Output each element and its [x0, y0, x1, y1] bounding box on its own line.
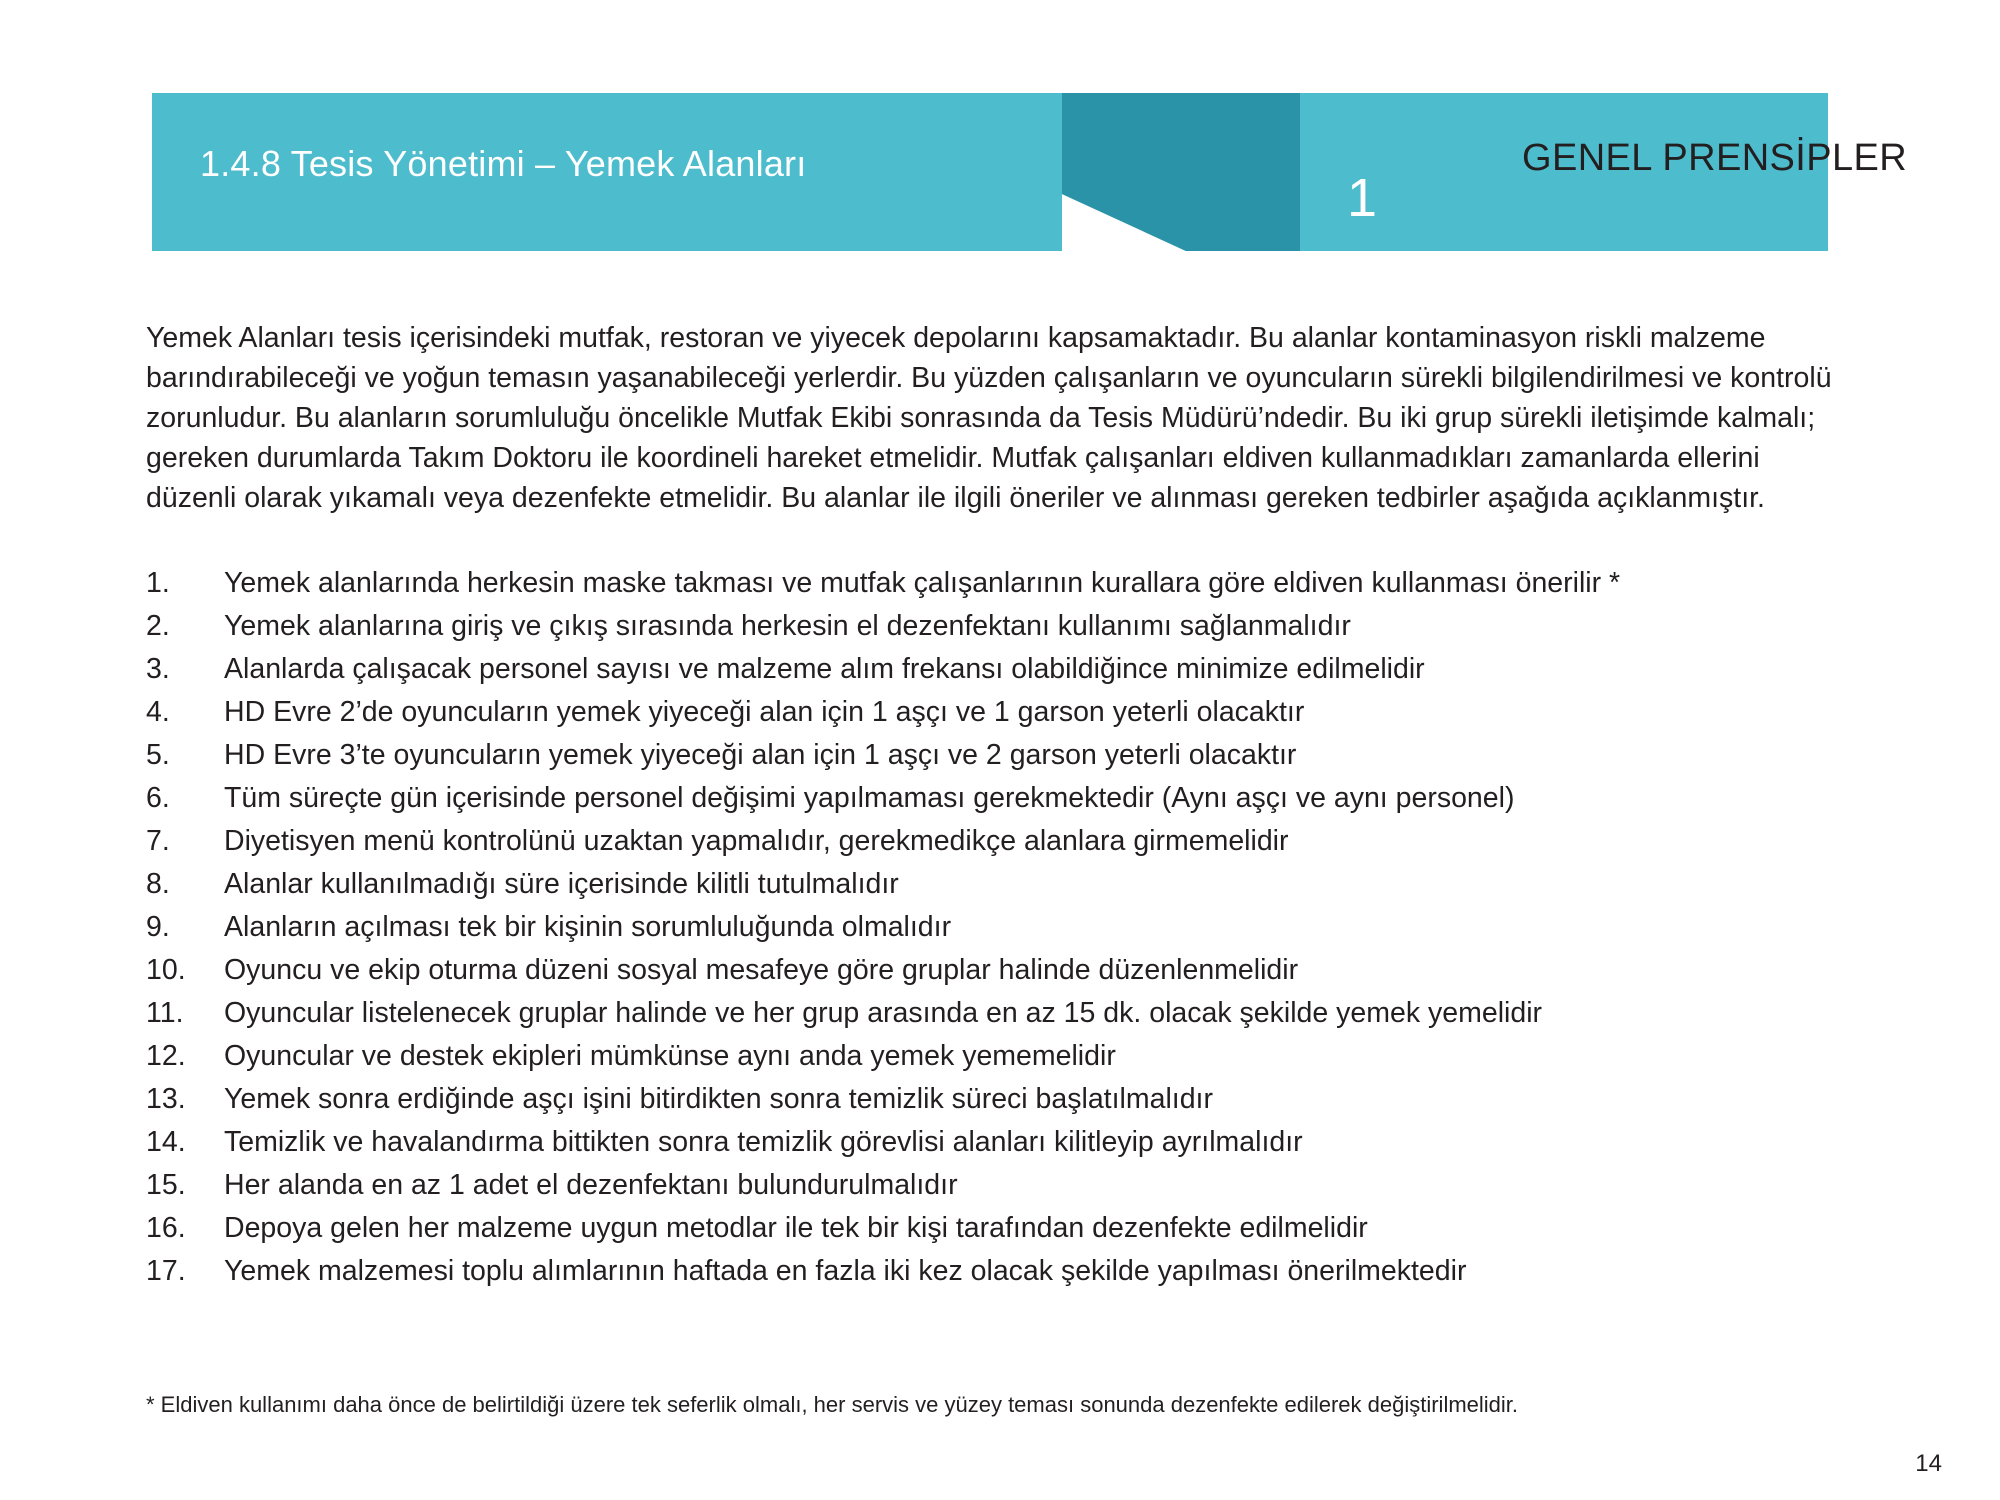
list-item-number: 16. — [146, 1211, 186, 1244]
list-item — [146, 649, 1856, 689]
list-item-text: HD Evre 2’de oyuncuların yemek yiyeceği alan için 1 aşçı ve 1 garson yeterli olacaktır — [224, 696, 1305, 729]
page-content — [146, 318, 1856, 1294]
list-item-number: 7. — [146, 824, 170, 857]
list-item-text: Alanlarda çalışacak personel sayısı ve malzeme alım frekansı olabildiğince minimize edilmelidir — [224, 653, 1425, 686]
list-item-number: 14. — [146, 1125, 186, 1158]
list-item-text: Oyuncular ve destek ekipleri mümkünse aynı anda yemek yememelidir — [224, 1039, 1116, 1072]
recommendations-list — [146, 563, 1856, 1291]
list-item-text: Tüm süreçte gün içerisinde personel değişimi yapılmaması gerekmektedir (Aynı aşçı ve aynı personel) — [224, 782, 1515, 814]
list-item-text: Oyuncular listelenecek gruplar halinde ve her grup arasında en az 15 dk. olacak şekilde yemek yemelidir — [224, 996, 1543, 1029]
list-item-text: Oyuncu ve ekip oturma düzeni sosyal mesafeye göre gruplar halinde düzenlenmelidir — [224, 953, 1299, 986]
list-item-number: 13. — [146, 1082, 186, 1115]
page-number: 14 — [1915, 1450, 1942, 1477]
list-item-text: Yemek alanlarında herkesin maske takması ve mutfak çalışanlarının kurallara göre eldiven kullanması önerilir * — [224, 567, 1621, 600]
list-item-text: Her alanda en az 1 adet el dezenfektanı bulundurulmalıdır — [224, 1168, 958, 1201]
list-item-text: Diyetisyen menü kontrolünü uzaktan yapmalıdır, gerekmedikçe alanlara girmemelidir — [224, 824, 1289, 857]
list-item-number: 15. — [146, 1168, 186, 1201]
list-item-number: 1. — [146, 567, 170, 600]
list-item — [146, 1036, 1856, 1076]
header-notch-shape — [1062, 93, 1300, 251]
list-item-text: Alanlar kullanılmadığı süre içerisinde kilitli tutulmalıdır — [224, 867, 899, 900]
page-header — [152, 93, 1908, 251]
list-item-text: HD Evre 3’te oyuncuların yemek yiyeceği alan için 1 aşçı ve 2 garson yeterli olacaktır — [224, 739, 1297, 772]
list-item-text: Yemek malzemesi toplu alımlarının haftada en fazla iki kez olacak şekilde yapılması önerilmektedir — [224, 1254, 1467, 1287]
list-item-text: Depoya gelen her malzeme uygun metodlar ile tek bir kişi tarafından dezenfekte edilmelidir — [224, 1211, 1368, 1244]
list-item — [146, 1079, 1856, 1119]
list-item — [146, 692, 1856, 732]
list-item — [146, 1122, 1856, 1162]
list-item-text: Temizlik ve havalandırma bittikten sonra temizlik görevlisi alanları kilitleyip ayrılmalıdır — [224, 1125, 1303, 1158]
list-item-number: 9. — [146, 910, 170, 943]
list-item-number: 3. — [146, 653, 170, 686]
list-item — [146, 993, 1856, 1033]
header-title-band — [152, 93, 1062, 251]
list-item — [146, 950, 1856, 990]
list-item-number: 5. — [146, 739, 170, 772]
list-item — [146, 563, 1856, 603]
list-item-text: Yemek sonra erdiğinde aşçı işini bitirdikten sonra temizlik süreci başlatılmalıdır — [224, 1082, 1213, 1115]
section-title: GENEL PRENSİPLER — [1522, 137, 1908, 179]
list-item — [146, 821, 1856, 861]
list-item-number: 4. — [146, 696, 170, 729]
list-item — [146, 778, 1856, 818]
list-item-number: 6. — [146, 782, 170, 814]
list-item — [146, 1251, 1856, 1291]
list-item — [146, 864, 1856, 904]
list-item — [146, 735, 1856, 775]
list-item-text: Yemek alanlarına giriş ve çıkış sırasında herkesin el dezenfektanı kullanımı sağlanmalıdır — [224, 610, 1351, 643]
list-item-number: 2. — [146, 610, 170, 643]
footnote: * Eldiven kullanımı daha önce de belirtildiği üzere tek seferlik olmalı, her servis ve yüzey teması sonunda dezenfekte edilerek değiştirilmelidir. — [146, 1392, 1519, 1417]
list-item-number: 17. — [146, 1254, 186, 1287]
list-item-text: Alanların açılması tek bir kişinin sorumluluğunda olmalıdır — [224, 910, 952, 943]
list-item — [146, 1208, 1856, 1248]
chapter-number: 1 — [1346, 168, 1378, 228]
list-item — [146, 606, 1856, 646]
list-item-number: 8. — [146, 867, 170, 900]
list-item — [146, 1165, 1856, 1205]
list-item-number: 11. — [146, 996, 184, 1029]
list-item — [146, 907, 1856, 947]
list-item-number: 12. — [146, 1039, 186, 1072]
page-title: 1.4.8 Tesis Yönetimi – Yemek Alanları — [200, 143, 807, 184]
list-item-number: 10. — [146, 953, 186, 986]
intro-paragraph: Yemek Alanları tesis içerisindeki mutfak, restoran ve yiyecek depolarını kapsamaktadır. Bu alanlar kontaminasyon riskli malzeme barındırabileceği ve yoğun temasın yaşanabileceği yerlerdir. Bu yüzden çalışanların ve oyuncuların sürekli bilgilendirilmesi ve kontrolü zorunludur. Bu alanların sorumluluğu öncelikle Mutfak Ekibi sonrasında da Tesis Müdürü’ndedir. Bu iki grup sürekli iletişimde kalmalı; gereken durumlarda Takım Doktoru ile koordineli hareket etmelidir. Mutfak çalışanları eldiven kullanmadıkları zamanlarda ellerini düzenli olarak yıkamalı veya dezenfekte etmelidir. Bu alanlar ile ilgili öneriler ve alınması gereken tedbirler aşağıda açıklanmıştır. — [146, 322, 1832, 515]
